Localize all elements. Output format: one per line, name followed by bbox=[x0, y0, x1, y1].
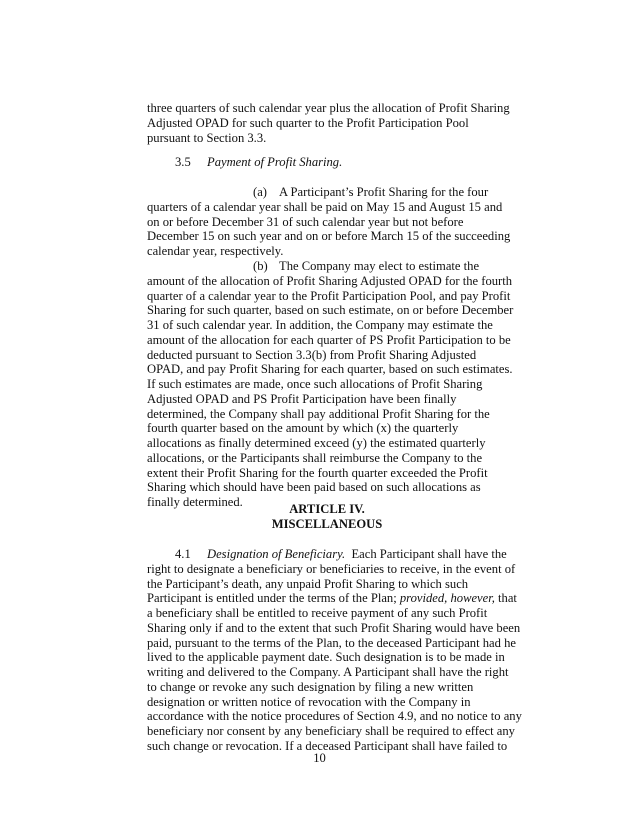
text-line: accordance with the notice procedures of Section 4.9, and no notice to any bbox=[147, 709, 522, 724]
text-line: right to designate a beneficiary or beneficiaries to receive, in the event of bbox=[147, 561, 516, 576]
text-line: Sharing for such quarter, based on such estimate, on or before December bbox=[147, 303, 514, 318]
text-line: pursuant to Section 3.3. bbox=[147, 130, 267, 145]
text-line: Each Participant shall have the bbox=[351, 547, 507, 561]
text-line: quarters of a calendar year shall be paid on May 15 and August 15 and bbox=[147, 199, 503, 214]
text-line: writing and delivered to the Company. A Participant shall have the right bbox=[147, 665, 509, 679]
text-line: on or before December 31 of such calendar year but not before bbox=[147, 214, 464, 229]
paragraph-b bbox=[147, 259, 514, 510]
text-line: three quarters of such calendar year plus the allocation of Profit Sharing bbox=[147, 101, 510, 115]
section-3-5-heading bbox=[147, 155, 507, 170]
text-fragment: Participant is entitled under the terms of the Plan; bbox=[147, 591, 397, 606]
text-line: Sharing only if and to the extent that such Profit Sharing would have been bbox=[147, 620, 521, 635]
text-line: Adjusted OPAD for such quarter to the Profit Participation Pool bbox=[147, 115, 469, 130]
paragraph-a bbox=[147, 185, 511, 259]
paragraph-label: (b) bbox=[253, 259, 268, 273]
text-line: A Participant’s Profit Sharing for the four bbox=[279, 185, 489, 199]
text-line: such change or revocation. If a deceased Participant shall have failed to bbox=[147, 738, 508, 753]
section-number: 3.5 bbox=[175, 155, 191, 169]
text-line: If such estimates are made, once such allocations of Profit Sharing bbox=[147, 377, 483, 391]
text-line: allocations as finally determined exceed (y) the estimated quarterly bbox=[147, 436, 486, 450]
article-number: ARTICLE IV. bbox=[289, 502, 365, 516]
text-line: amount of the allocation for each quarter of PS Profit Participation to be bbox=[147, 332, 511, 347]
section-4-1 bbox=[147, 547, 522, 754]
section-number: 4.1 bbox=[175, 547, 191, 561]
text-line: The Company may elect to estimate the bbox=[279, 259, 480, 273]
text-line: allocations, or the Participants shall reimburse the Company to the bbox=[147, 450, 483, 465]
section-title: Designation of Beneficiary. bbox=[207, 547, 346, 561]
text-line: beneficiary nor consent by any beneficiary shall be required to effect any bbox=[147, 724, 515, 738]
section-title: Payment of Profit Sharing. bbox=[207, 155, 343, 169]
text-line: a beneficiary shall be entitled to receive payment of any such Profit bbox=[147, 606, 488, 620]
text-line: amount of the allocation of Profit Sharing Adjusted OPAD for the fourth bbox=[147, 273, 513, 288]
text-line: quarter of a calendar year to the Profit Participation Pool, and pay Profit bbox=[147, 288, 511, 303]
text-line: fourth quarter based on the amount by which (x) the quarterly bbox=[147, 421, 459, 436]
text-line: determined, the Company shall pay additional Profit Sharing for the bbox=[147, 406, 490, 421]
text-line: finally determined. bbox=[147, 495, 243, 509]
proviso-italic: provided, however, bbox=[399, 591, 495, 606]
text-line: OPAD, and pay Profit Sharing for each quarter, based on such estimates. bbox=[147, 362, 513, 377]
text-fragment: that bbox=[498, 591, 517, 606]
carryover-paragraph bbox=[147, 101, 510, 145]
text-line: Adjusted OPAD and PS Profit Participation have been finally bbox=[147, 391, 457, 406]
text-line: paid, pursuant to the terms of the Plan, to the deceased Participant had he bbox=[147, 635, 516, 650]
page-number: 10 bbox=[313, 751, 326, 765]
text-line: Sharing which should have been paid based on such allocations as bbox=[147, 480, 481, 495]
text-line: calendar year, respectively. bbox=[147, 244, 284, 258]
article-heading bbox=[147, 502, 507, 532]
text-line: designation or written notice of revocation with the Company in bbox=[147, 694, 471, 709]
proviso-line bbox=[147, 591, 517, 606]
text-line: to change or revoke any such designation by filing a new written bbox=[147, 679, 474, 694]
text-line: extent their Profit Sharing for the fourth quarter exceeded the Profit bbox=[147, 465, 488, 480]
paragraph-label: (a) bbox=[253, 185, 267, 199]
text-line: the Participant’s death, any unpaid Profit Sharing to which such bbox=[147, 576, 469, 591]
text-line: lived to the applicable payment date. Such designation is to be made in bbox=[147, 650, 505, 665]
text-line: deducted pursuant to Section 3.3(b) from Profit Sharing Adjusted bbox=[147, 347, 477, 362]
article-title: MISCELLANEOUS bbox=[271, 517, 383, 531]
text-line: December 15 on such year and on or before March 15 of the succeeding bbox=[147, 229, 511, 244]
text-line: 31 of such calendar year. In addition, the Company may estimate the bbox=[147, 318, 493, 332]
